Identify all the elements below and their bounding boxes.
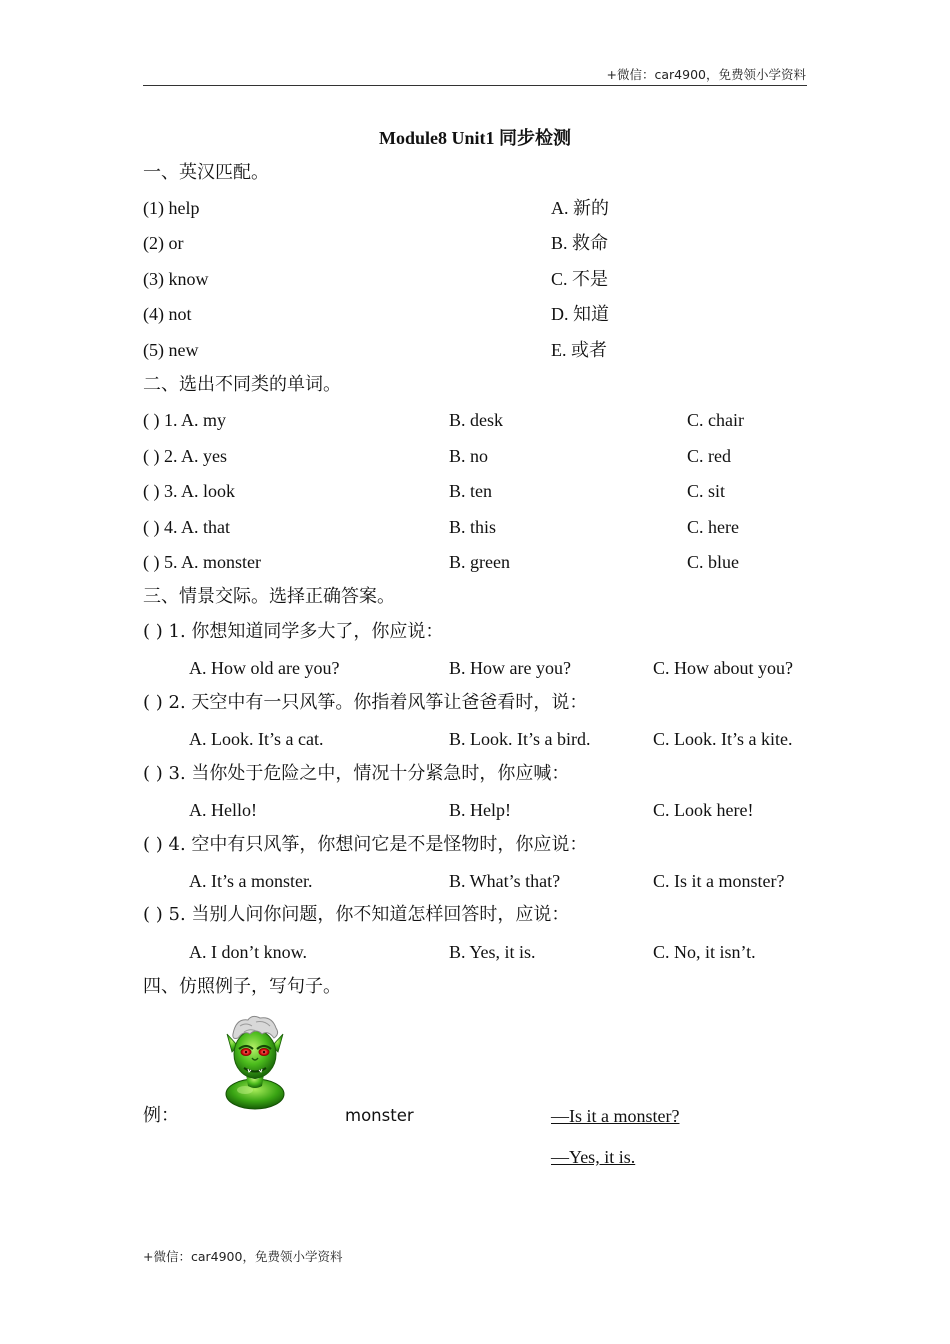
section1-heading: 一、英汉匹配。 bbox=[143, 162, 269, 183]
section4-heading: 四、仿照例子，写句子。 bbox=[143, 976, 341, 997]
odd-q5: ( ) 5. A. monster bbox=[143, 552, 261, 572]
footer-note: +微信：car4900，免费领小学资料 bbox=[143, 1249, 343, 1264]
situation-q3-b: B. Help! bbox=[449, 800, 511, 820]
match-right-e: E. 或者 bbox=[551, 340, 607, 360]
situation-q2-c: C. Look. It’s a kite. bbox=[653, 729, 793, 749]
situation-q4-a: A. It’s a monster. bbox=[189, 871, 313, 891]
match-left-5: (5) new bbox=[143, 340, 199, 360]
situation-q3: ( ) 3. 当你处于危险之中，情况十分紧急时，你应喊： bbox=[143, 763, 570, 784]
odd-q5-b: B. green bbox=[449, 552, 510, 572]
situation-q4-c: C. Is it a monster? bbox=[653, 871, 785, 891]
situation-q3-a: A. Hello! bbox=[189, 800, 257, 820]
match-left-3: (3) know bbox=[143, 269, 209, 289]
match-left-1: (1) help bbox=[143, 198, 200, 218]
odd-q3: ( ) 3. A. look bbox=[143, 481, 235, 501]
example-label: 例： bbox=[143, 1105, 179, 1126]
match-left-2: (2) or bbox=[143, 233, 184, 253]
situation-q2-b: B. Look. It’s a bird. bbox=[449, 729, 591, 749]
odd-q2: ( ) 2. A. yes bbox=[143, 446, 227, 466]
odd-q3-b: B. ten bbox=[449, 481, 492, 501]
odd-q5-c: C. blue bbox=[687, 552, 739, 572]
header-note: +微信：car4900，免费领小学资料 bbox=[606, 67, 806, 82]
situation-q1-b: B. How are you? bbox=[449, 658, 571, 678]
odd-q4: ( ) 4. A. that bbox=[143, 517, 230, 537]
match-left-4: (4) not bbox=[143, 304, 192, 324]
situation-q5: ( ) 5. 当别人问你问题，你不知道怎样回答时，应说： bbox=[143, 904, 570, 925]
odd-q2-b: B. no bbox=[449, 446, 489, 466]
odd-q1-c: C. chair bbox=[687, 410, 744, 430]
match-right-a: A. 新的 bbox=[551, 198, 609, 218]
page-title: Module8 Unit1 同步检测 bbox=[378, 128, 571, 148]
odd-q4-b: B. this bbox=[449, 517, 497, 537]
section3-heading: 三、情景交际。选择正确答案。 bbox=[143, 586, 395, 607]
example-answer-question: —Is it a monster? bbox=[551, 1106, 680, 1126]
example-answer-reply: —Yes, it is. bbox=[551, 1147, 636, 1167]
odd-q1-b: B. desk bbox=[449, 410, 503, 430]
odd-q3-c: C. sit bbox=[687, 481, 726, 501]
situation-q3-c: C. Look here! bbox=[653, 800, 754, 820]
situation-q5-a: A. I don’t know. bbox=[189, 942, 307, 962]
odd-q4-c: C. here bbox=[687, 517, 739, 537]
situation-q5-c: C. No, it isn’t. bbox=[653, 942, 756, 962]
match-right-c: C. 不是 bbox=[551, 269, 609, 289]
situation-q1-a: A. How old are you? bbox=[189, 658, 340, 678]
header-divider bbox=[143, 85, 807, 86]
match-right-b: B. 救命 bbox=[551, 233, 609, 253]
monster-icon bbox=[218, 1012, 292, 1112]
odd-q2-c: C. red bbox=[687, 446, 731, 466]
situation-q1-c: C. How about you? bbox=[653, 658, 793, 678]
situation-q2: ( ) 2. 天空中有一只风筝。你指着风筝让爸爸看时，说： bbox=[143, 692, 588, 713]
situation-q4: ( ) 4. 空中有只风筝，你想问它是不是怪物时，你应说： bbox=[143, 834, 588, 855]
situation-q5-b: B. Yes, it is. bbox=[449, 942, 536, 962]
situation-q4-b: B. What’s that? bbox=[449, 871, 561, 891]
odd-q1: ( ) 1. A. my bbox=[143, 410, 226, 430]
match-right-d: D. 知道 bbox=[551, 304, 609, 324]
example-word: monster bbox=[345, 1106, 414, 1125]
section2-heading: 二、选出不同类的单词。 bbox=[143, 374, 341, 395]
situation-q1: ( ) 1. 你想知道同学多大了，你应说： bbox=[143, 621, 444, 642]
situation-q2-a: A. Look. It’s a cat. bbox=[189, 729, 324, 749]
